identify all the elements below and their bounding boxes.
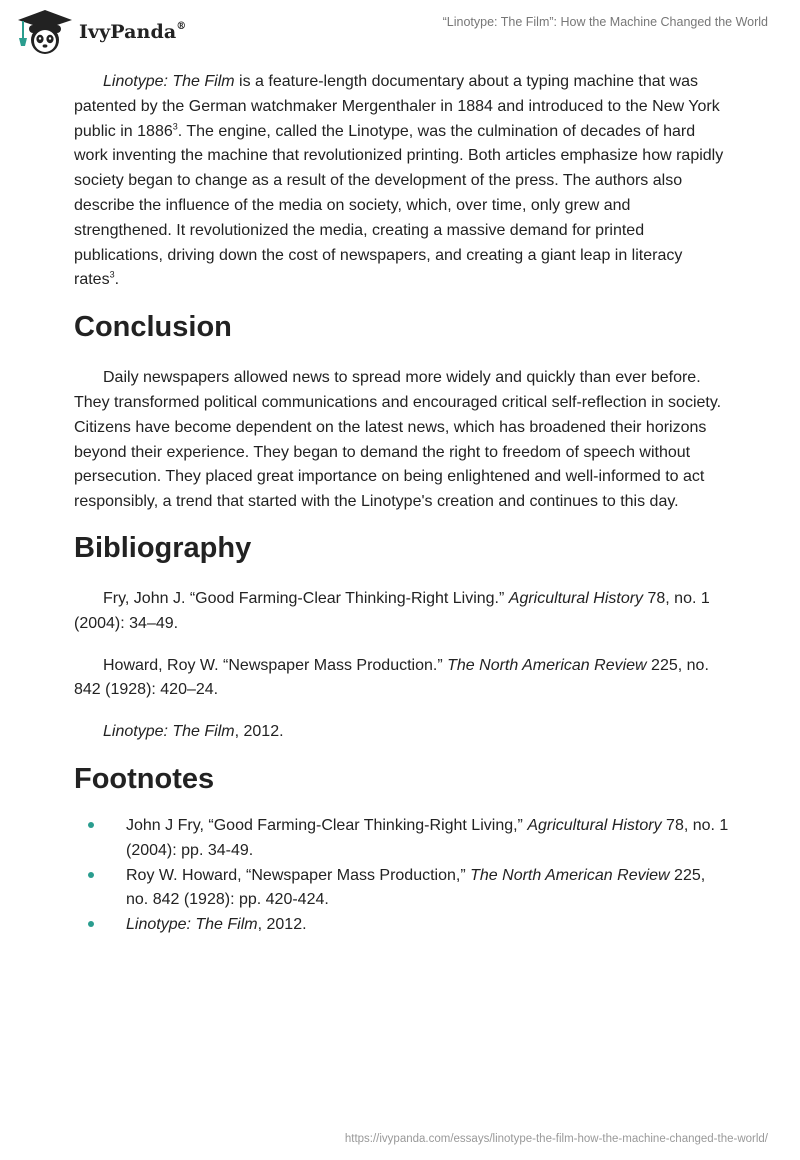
page-header <box>0 0 800 60</box>
conclusion-heading: Conclusion <box>74 311 232 344</box>
footnote-ref: 3 <box>109 270 115 281</box>
film-title: Linotype: The Film <box>103 73 235 90</box>
bibliography-heading: Bibliography <box>74 531 252 564</box>
footnote-item: Linotype: The Film, 2012. <box>74 913 730 938</box>
essay-body <box>74 70 730 938</box>
bibliography-entry: Fry, John J. “Good Farming-Clear Thinking-Right Living.” Agricultural History 78, no. 1 (2004): 34–49. <box>74 589 710 632</box>
bibliography-entry: Linotype: The Film, 2012. <box>103 723 284 741</box>
footnote-ref: 3 <box>172 121 178 132</box>
document-title: “Linotype: The Film”: How the Machine Changed the World <box>442 15 768 29</box>
bullet-icon <box>88 822 94 828</box>
footnote-item: Roy W. Howard, “Newspaper Mass Production,” The North American Review 225, no. 842 (1928): pp. 420-424. <box>74 864 730 914</box>
footnote-item: John J Fry, “Good Farming-Clear Thinking-Right Living,” Agricultural History 78, no. 1 (2004): pp. 34-49. <box>74 814 730 864</box>
source-url[interactable]: https://ivypanda.com/essays/linotype-the-film-how-the-machine-changed-the-world/ <box>344 1133 768 1145</box>
intro-paragraph: Linotype: The Film is a feature-length documentary about a typing machine that was patented by the German watchmaker Mergenthaler in 1884 and introduced to the New York public in 1886$^3$. The engine, called the Linotype, was the culmination of decades of hard work inventing the machine that revolutionized printing. Both articles emphasize how rapidly society began to change as a result of the development of the press. The authors also describe the influence of the media on society, which, over time, only grew and strengthened. It revolutionized the media, creating a massive demand for printed publications, driving down the cost of newspapers, and creating a giant leap in literacy rates$^3$. <box>74 73 724 289</box>
conclusion-paragraph: Daily newspapers allowed news to spread more widely and quickly than ever before. They transformed political communications and encouraged critical self-reflection in society. Citizens have become dependent on the latest news, which has broadened their horizons beyond their experience. They began to demand the right to freedom of speech without persecution. They placed great importance on being enlightened and well-informed to act responsibly, a trend that started with the Linotype's creation and continues to this day. <box>74 369 722 511</box>
bullet-icon <box>88 921 94 927</box>
bullet-icon <box>88 872 94 878</box>
bibliography-entry: Howard, Roy W. “Newspaper Mass Production.” The North American Review 225, no. 842 (1928): 420–24. <box>74 656 709 699</box>
footnotes-list <box>74 814 730 938</box>
brand-name[interactable]: IvyPanda® <box>79 20 187 43</box>
footnotes-heading: Footnotes <box>74 762 215 795</box>
ivypanda-logo-icon[interactable] <box>14 8 76 56</box>
